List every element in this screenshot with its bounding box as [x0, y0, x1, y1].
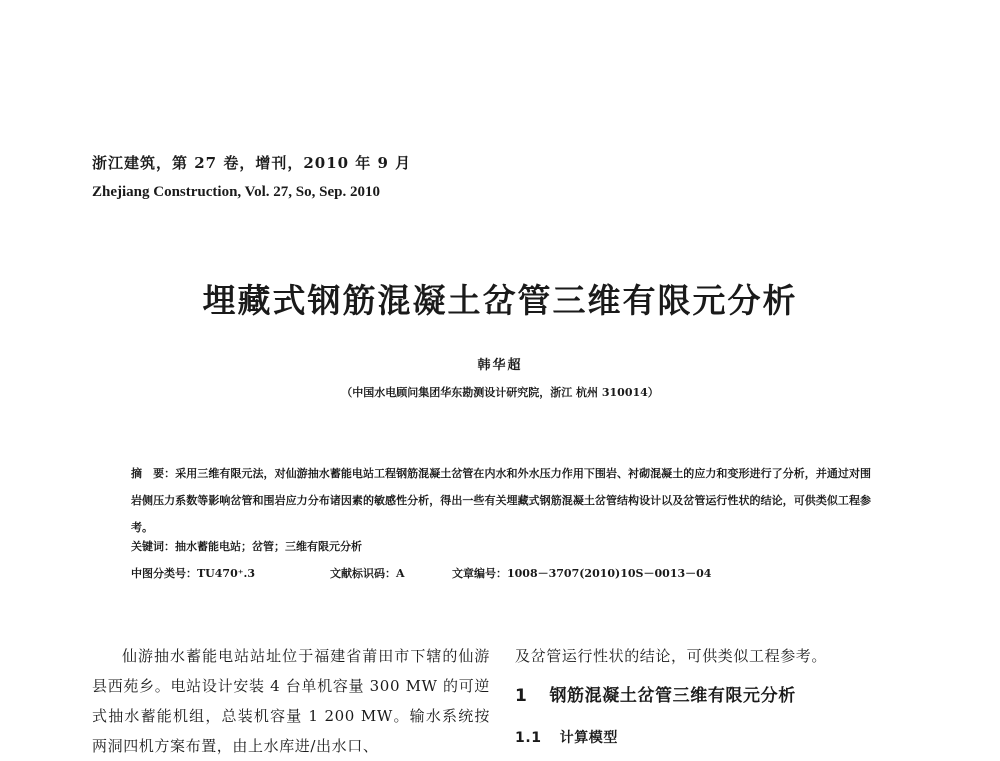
keywords-label: 关键词：	[131, 540, 175, 553]
subsection-heading	[515, 723, 915, 753]
author-name: 韩华超	[477, 358, 523, 373]
clc-value: TU470⁺.3	[197, 567, 256, 580]
journal-header-cn: 浙江建筑，第 27 卷，增刊，2010 年 9 月	[92, 154, 412, 172]
section-title: 钢筋混凝土岔管三维有限元分析	[549, 686, 796, 706]
body-continuation: 及岔管运行性状的结论，可供类似工程参考。	[515, 647, 828, 665]
journal-header-en: Zhejiang Construction, Vol. 27, So, Sep. 2010	[92, 184, 380, 200]
article-number	[452, 565, 711, 581]
article-no-label: 文章编号：	[452, 567, 507, 580]
section-heading	[515, 681, 915, 711]
article-no-value: 1008－3707(2010)10S－0013－04	[507, 567, 712, 580]
body-column-right	[515, 641, 915, 753]
keywords-text: 抽水蓄能电站；岔管；三维有限元分析	[175, 540, 362, 553]
abstract-label: 摘 要：	[131, 467, 176, 480]
keywords-line	[131, 538, 362, 554]
abstract-block	[131, 460, 871, 541]
body-column-left	[92, 641, 490, 761]
subsection-title: 计算模型	[559, 730, 619, 746]
author-affiliation: （中国水电顾问集团华东勘测设计研究院，浙江 杭州 310014）	[341, 386, 659, 399]
paper-title: 埋藏式钢筋混凝土岔管三维有限元分析	[202, 281, 798, 320]
section-number: 1	[515, 686, 528, 706]
body-paragraph: 仙游抽水蓄能电站站址位于福建省莆田市下辖的仙游县西苑乡。电站设计安装 4 台单机容量 300 MW 的可逆式抽水蓄能机组，总装机容量 1 200 MW。输水系统按两洞四机方案布置，由上水库进/出水口、	[92, 647, 490, 755]
abstract-text: 采用三维有限元法，对仙游抽水蓄能电站工程钢筋混凝土岔管在内水和外水压力作用下围岩、衬砌混凝土的应力和变形进行了分析，并通过对围岩侧压力系数等影响岔管和围岩应力分布诸因素的敏感性分析，得出一些有关埋藏式钢筋混凝土岔管结构设计以及岔管运行性状的结论，可供类似工程参考。	[131, 467, 872, 534]
document-code	[330, 565, 405, 581]
subsection-number: 1.1	[515, 730, 542, 746]
doc-code-value: A	[396, 567, 405, 580]
clc-label: 中图分类号：	[131, 567, 197, 580]
doc-code-label: 文献标识码：	[330, 567, 396, 580]
clc-number	[131, 565, 255, 581]
